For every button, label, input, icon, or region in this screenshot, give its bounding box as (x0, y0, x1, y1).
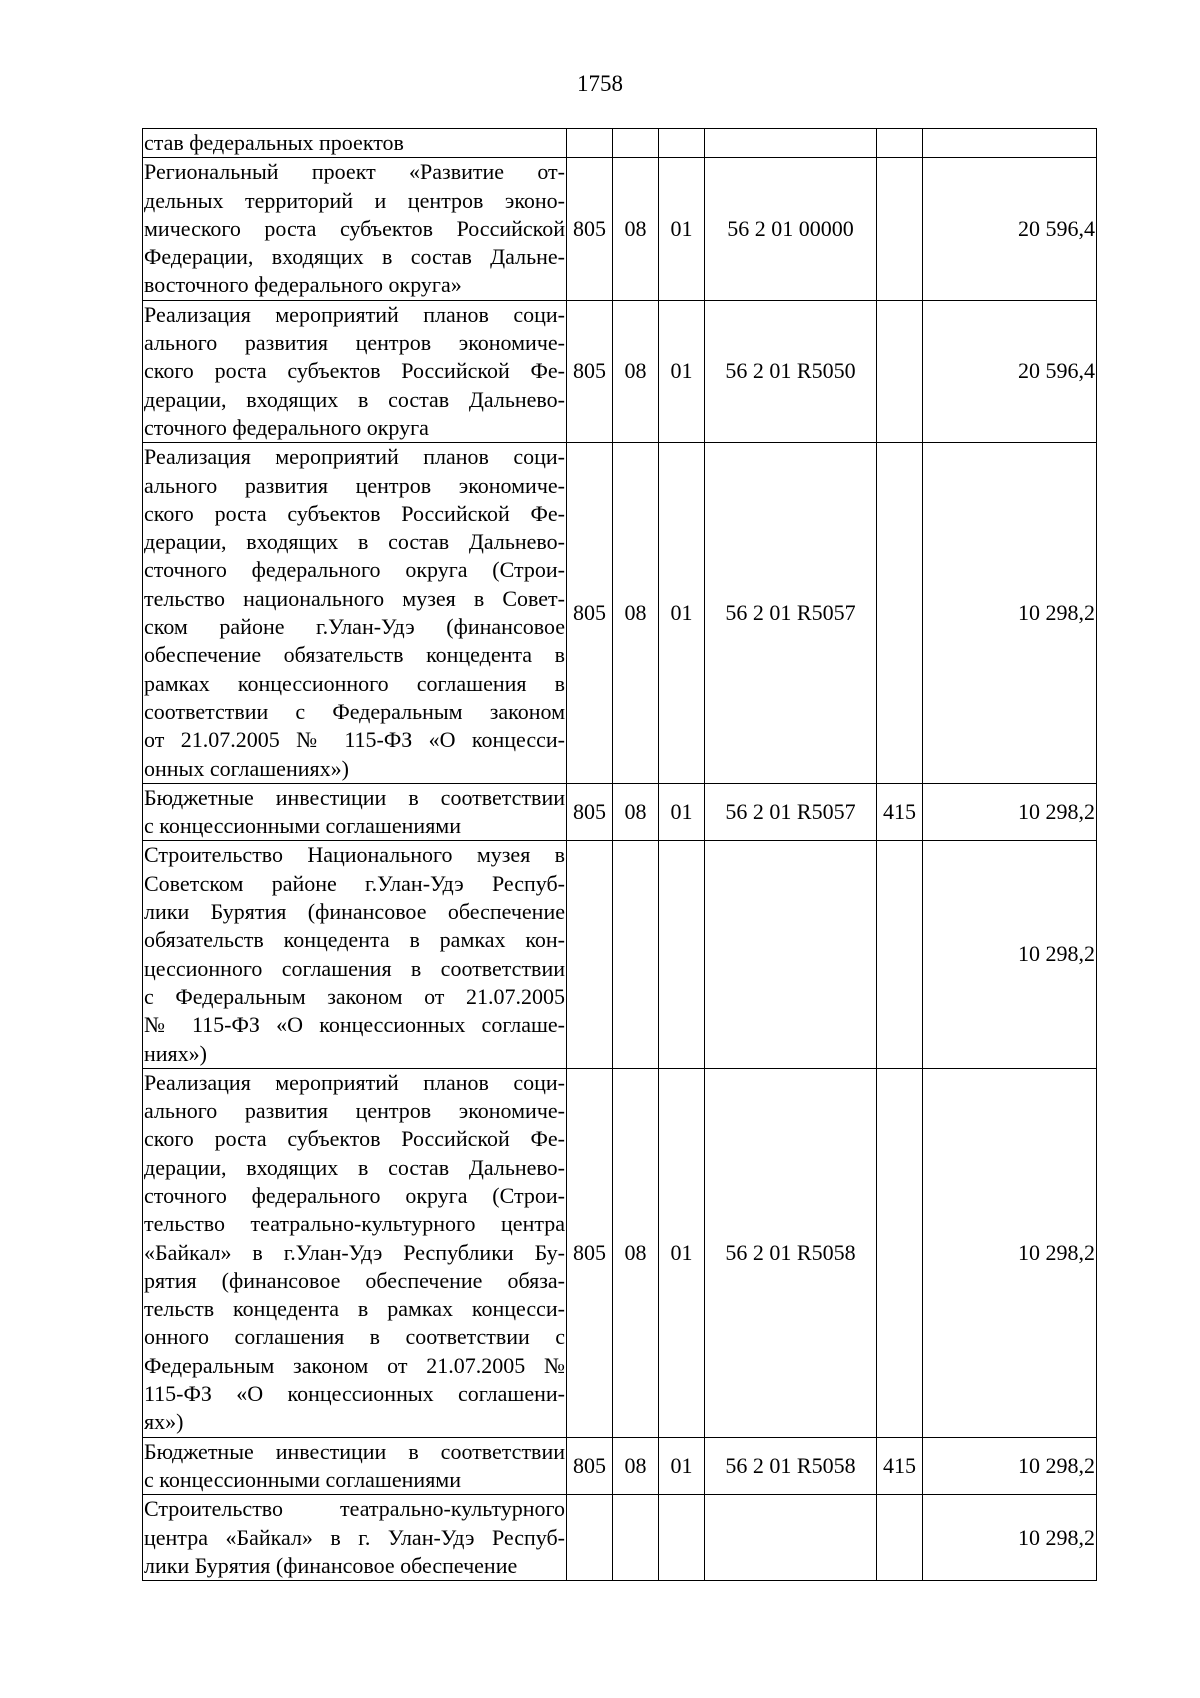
item-name-line: ального развития центров экономиче- (144, 330, 565, 356)
expense-type-cell: 415 (877, 1437, 923, 1495)
ministry-code-cell: 805 (567, 158, 613, 300)
target-article-cell: 56 2 01 R5057 (705, 443, 877, 784)
table-row (143, 158, 1097, 300)
table-row (143, 129, 1097, 158)
amount-cell: 10 298,2 (923, 1495, 1097, 1581)
subsection-code-cell: 01 (659, 443, 705, 784)
table-row (143, 783, 1097, 841)
table-row (143, 1437, 1097, 1495)
target-article-cell: 56 2 01 R5058 (705, 1068, 877, 1437)
item-name-line: онного соглашения в соответствии с (144, 1324, 565, 1350)
item-name-line: Бюджетные инвестиции в соответствии (144, 784, 565, 810)
item-name-line: с концессионными соглашениями (144, 1466, 462, 1492)
amount-cell: 10 298,2 (923, 1068, 1097, 1437)
item-name-line: тельство национального музея в Совет- (144, 585, 565, 611)
item-name-line: «Байкал» в г.Улан-Удэ Республики Бу- (144, 1239, 565, 1265)
item-name-line: Федерации, входящих в состав Дальне- (144, 244, 565, 270)
subsection-code-cell (659, 841, 705, 1068)
item-name-line: ального развития центров экономиче- (144, 1098, 565, 1124)
section-code-cell (613, 841, 659, 1068)
item-name-cell (143, 443, 567, 784)
amount-cell: 10 298,2 (923, 783, 1097, 841)
target-article-cell (705, 129, 877, 158)
item-name-line: Федеральным законом от 21.07.2005 № (144, 1352, 565, 1378)
ministry-code-cell: 805 (567, 443, 613, 784)
item-name-cell (143, 1068, 567, 1437)
section-code-cell: 08 (613, 1437, 659, 1495)
item-name-line: рятия (финансовое обеспечение обяза- (144, 1267, 565, 1293)
item-name-line: ского роста субъектов Российской Фе- (144, 1126, 565, 1152)
item-name-line: став федеральных проектов (144, 130, 404, 155)
item-name-line: Региональный проект «Развитие от- (144, 159, 565, 185)
amount-cell: 10 298,2 (923, 841, 1097, 1068)
expense-type-cell (877, 1495, 923, 1581)
section-code-cell (613, 1495, 659, 1581)
amount-cell: 10 298,2 (923, 443, 1097, 784)
item-name-line: дельных территорий и центров эконо- (144, 187, 565, 213)
item-name-line: дерации, входящих в состав Дальнево- (144, 1154, 565, 1180)
item-name-line: Реализация мероприятий планов соци- (144, 301, 565, 327)
expense-type-cell (877, 443, 923, 784)
item-name-line: обязательств концедента в рамках кон- (144, 927, 565, 953)
ministry-code-cell: 805 (567, 1068, 613, 1437)
section-code-cell: 08 (613, 783, 659, 841)
item-name-line: от 21.07.2005 № 115-ФЗ «О концесси- (144, 727, 565, 753)
section-code-cell (613, 129, 659, 158)
ministry-code-cell: 805 (567, 783, 613, 841)
item-name-line: с Федеральным законом от 21.07.2005 (144, 983, 565, 1009)
target-article-cell: 56 2 01 R5057 (705, 783, 877, 841)
item-name-line: тельство театрально-культурного центра (144, 1211, 565, 1237)
section-code-cell: 08 (613, 1068, 659, 1437)
item-name-cell (143, 158, 567, 300)
item-name-line: цессионного соглашения в соответствии (144, 955, 565, 981)
item-name-line: 115-ФЗ «О концессионных соглашени- (144, 1381, 565, 1407)
item-name-cell (143, 300, 567, 442)
expense-type-cell (877, 158, 923, 300)
table-row (143, 1495, 1097, 1581)
item-name-line: дерации, входящих в состав Дальнево- (144, 386, 565, 412)
item-name-cell (143, 783, 567, 841)
subsection-code-cell: 01 (659, 158, 705, 300)
item-name-cell (143, 1437, 567, 1495)
item-name-line: ниях») (144, 1040, 207, 1066)
budget-table (142, 128, 1097, 1581)
ministry-code-cell (567, 1495, 613, 1581)
item-name-line: Реализация мероприятий планов соци- (144, 444, 565, 470)
table-row (143, 300, 1097, 442)
item-name-line: сточного федерального округа (144, 414, 429, 440)
expense-type-cell (877, 300, 923, 442)
item-name-cell (143, 129, 567, 158)
item-name-line: ях») (144, 1409, 184, 1435)
item-name-line: мического роста субъектов Российской (144, 215, 565, 241)
target-article-cell: 56 2 01 R5058 (705, 1437, 877, 1495)
amount-cell (923, 129, 1097, 158)
item-name-line: № 115-ФЗ «О концессионных соглаше- (144, 1012, 565, 1038)
subsection-code-cell: 01 (659, 1068, 705, 1437)
item-name-line: соответствии с Федеральным законом (144, 698, 565, 724)
ministry-code-cell: 805 (567, 300, 613, 442)
target-article-cell: 56 2 01 00000 (705, 158, 877, 300)
item-name-line: Строительство театрально-культурного (144, 1496, 565, 1522)
item-name-line: Бюджетные инвестиции в соответствии (144, 1438, 565, 1464)
item-name-line: тельств концедента в рамках концесси- (144, 1296, 565, 1322)
expense-type-cell (877, 841, 923, 1068)
item-name-line: ального развития центров экономиче- (144, 472, 565, 498)
ministry-code-cell: 805 (567, 1437, 613, 1495)
item-name-line: ского роста субъектов Российской Фе- (144, 500, 565, 526)
expense-type-cell (877, 129, 923, 158)
budget-table-body (143, 129, 1097, 1581)
item-name-line: Советском районе г.Улан-Удэ Респуб- (144, 870, 565, 896)
subsection-code-cell: 01 (659, 783, 705, 841)
amount-cell: 10 298,2 (923, 1437, 1097, 1495)
item-name-line: ском районе г.Улан-Удэ (финансовое (144, 614, 565, 640)
subsection-code-cell (659, 1495, 705, 1581)
table-row (143, 841, 1097, 1068)
subsection-code-cell: 01 (659, 300, 705, 442)
expense-type-cell (877, 1068, 923, 1437)
item-name-line: лики Бурятия (финансовое обеспечение (144, 1552, 518, 1578)
item-name-line: обеспечение обязательств концедента в (144, 642, 565, 668)
item-name-line: онных соглашениях») (144, 755, 349, 781)
amount-cell: 20 596,4 (923, 300, 1097, 442)
expense-type-cell: 415 (877, 783, 923, 841)
item-name-line: восточного федерального округа» (144, 272, 462, 298)
subsection-code-cell: 01 (659, 1437, 705, 1495)
item-name-cell (143, 841, 567, 1068)
target-article-cell (705, 1495, 877, 1581)
item-name-line: центра «Байкал» в г. Улан-Удэ Респуб- (144, 1524, 565, 1550)
ministry-code-cell (567, 129, 613, 158)
item-name-line: рамках концессионного соглашения в (144, 670, 565, 696)
item-name-line: ского роста субъектов Российской Фе- (144, 358, 565, 384)
ministry-code-cell (567, 841, 613, 1068)
section-code-cell: 08 (613, 300, 659, 442)
table-row (143, 1068, 1097, 1437)
target-article-cell: 56 2 01 R5050 (705, 300, 877, 442)
item-name-line: дерации, входящих в состав Дальнево- (144, 529, 565, 555)
amount-cell: 20 596,4 (923, 158, 1097, 300)
target-article-cell (705, 841, 877, 1068)
item-name-line: Строительство Национального музея в (144, 842, 565, 868)
table-row (143, 443, 1097, 784)
item-name-line: сточного федерального округа (Строи- (144, 557, 565, 583)
item-name-cell (143, 1495, 567, 1581)
item-name-line: лики Бурятия (финансовое обеспечение (144, 899, 565, 925)
section-code-cell: 08 (613, 443, 659, 784)
subsection-code-cell (659, 129, 705, 158)
item-name-line: сточного федерального округа (Строи- (144, 1182, 565, 1208)
item-name-line: Реализация мероприятий планов соци- (144, 1069, 565, 1095)
item-name-line: с концессионными соглашениями (144, 813, 462, 839)
page-number: 1758 (577, 71, 623, 96)
section-code-cell: 08 (613, 158, 659, 300)
